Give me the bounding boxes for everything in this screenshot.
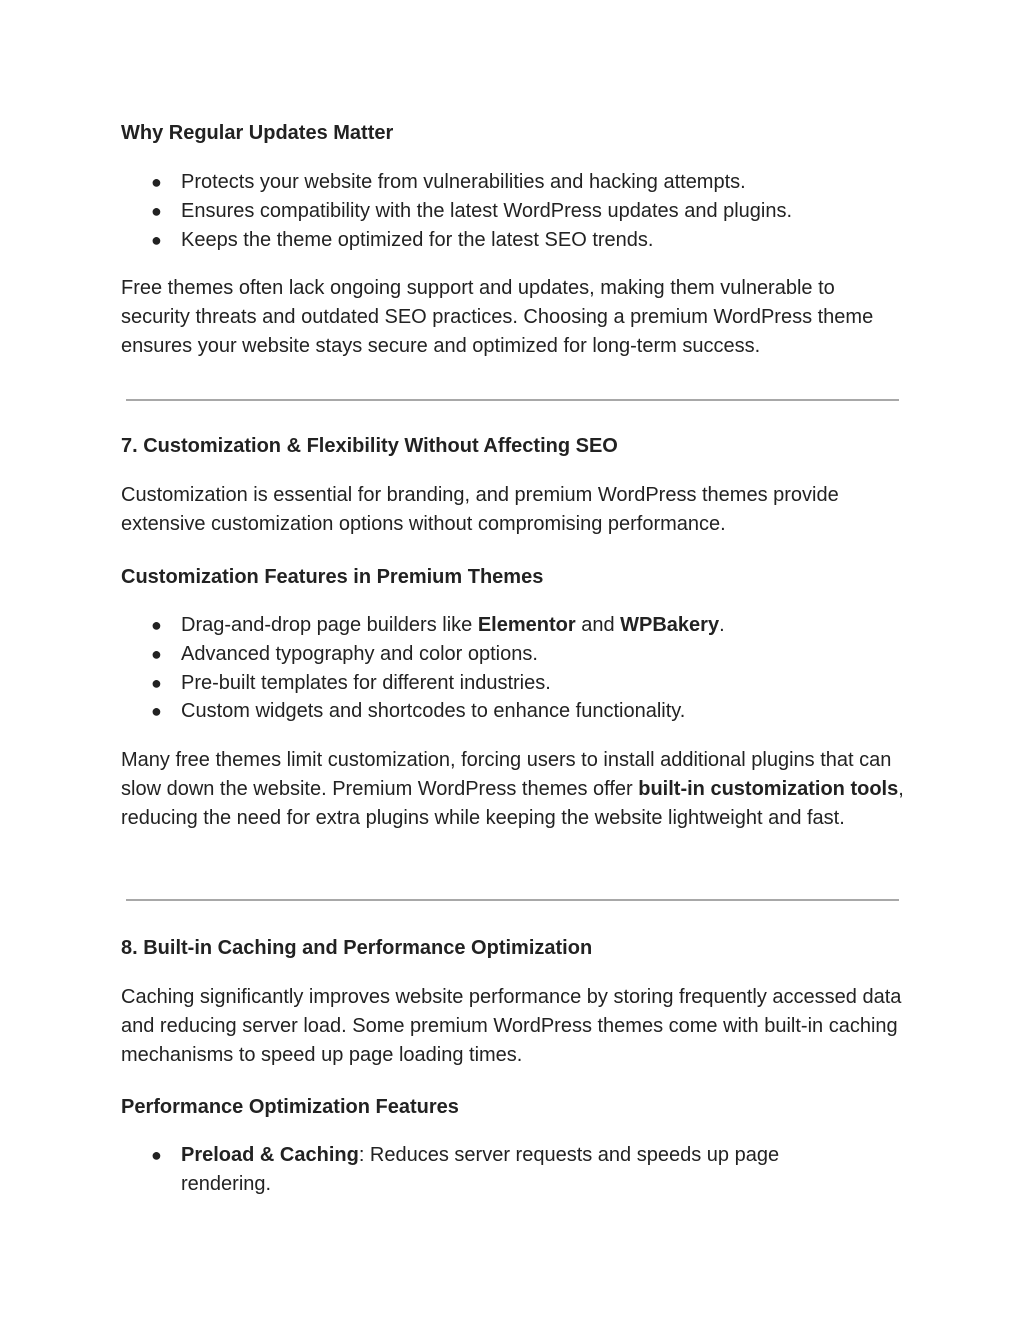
bullet-icon: ●	[151, 643, 162, 664]
list-item: ● Keeps the theme optimized for the latest SEO trends.	[121, 226, 906, 255]
bullet-icon: ●	[151, 1145, 162, 1165]
bullet-icon: ●	[151, 701, 162, 722]
section-7-closing: Many free themes limit customization, forcing users to install additional plugins that can slow down the website. Premium WordPress themes offer built-in customization tools, reducing the need for extra plugins while keeping the website lightweight and fast.	[121, 749, 904, 829]
bold-built-in-tools: built-in customization tools	[638, 777, 899, 800]
bullet-icon: ●	[151, 615, 162, 635]
updates-paragraph: Free themes often lack ongoing support and updates, making them vulnerable to security threats and outdated SEO practices. Choosing a premium WordPress theme ensures your website stays secure and optimized for long-term success.	[121, 277, 874, 357]
updates-bullet-list	[121, 168, 906, 254]
list-item: ● Pre-built templates for different industries.	[121, 669, 906, 698]
list-item: ● Drag-and-drop page builders like Elementor and WPBakery.	[121, 611, 906, 640]
list-item: ● Ensures compatibility with the latest WordPress updates and plugins.	[121, 197, 906, 226]
horizontal-divider	[126, 899, 899, 901]
bold-wpbakery: WPBakery	[620, 614, 720, 636]
horizontal-divider	[126, 399, 899, 401]
list-item: ● Custom widgets and shortcodes to enhance functionality.	[121, 697, 906, 726]
bullet-icon: ●	[151, 672, 162, 693]
bullet-icon: ●	[151, 229, 162, 250]
performance-bullet-list	[121, 1141, 906, 1199]
heading-performance-features: Performance Optimization Features	[121, 1096, 459, 1118]
customization-bullet-list	[121, 611, 906, 726]
bullet-icon: ●	[151, 200, 162, 221]
heading-customization-features: Customization Features in Premium Themes	[121, 566, 544, 588]
section-7-intro: Customization is essential for branding, and premium WordPress themes provide extensive customization options without compromising performance.	[121, 484, 839, 535]
section-8-intro: Caching significantly improves website performance by storing frequently accessed data and reducing server load. Some premium WordPress themes come with built-in caching mechanisms to speed up page loading times.	[121, 986, 902, 1066]
bold-preload-caching: Preload & Caching	[181, 1144, 359, 1166]
list-item: ● Preload & Caching: Reduces server requests and speeds up page rendering.	[121, 1141, 906, 1199]
list-item: ● Advanced typography and color options.	[121, 640, 906, 669]
heading-section-7: 7. Customization & Flexibility Without Affecting SEO	[121, 435, 618, 457]
list-item: ● Protects your website from vulnerabilities and hacking attempts.	[121, 168, 906, 197]
bullet-icon: ●	[151, 172, 162, 192]
heading-section-8: 8. Built-in Caching and Performance Optimization	[121, 937, 593, 959]
bold-elementor: Elementor	[477, 614, 576, 636]
heading-why-regular-updates: Why Regular Updates Matter	[121, 122, 394, 144]
